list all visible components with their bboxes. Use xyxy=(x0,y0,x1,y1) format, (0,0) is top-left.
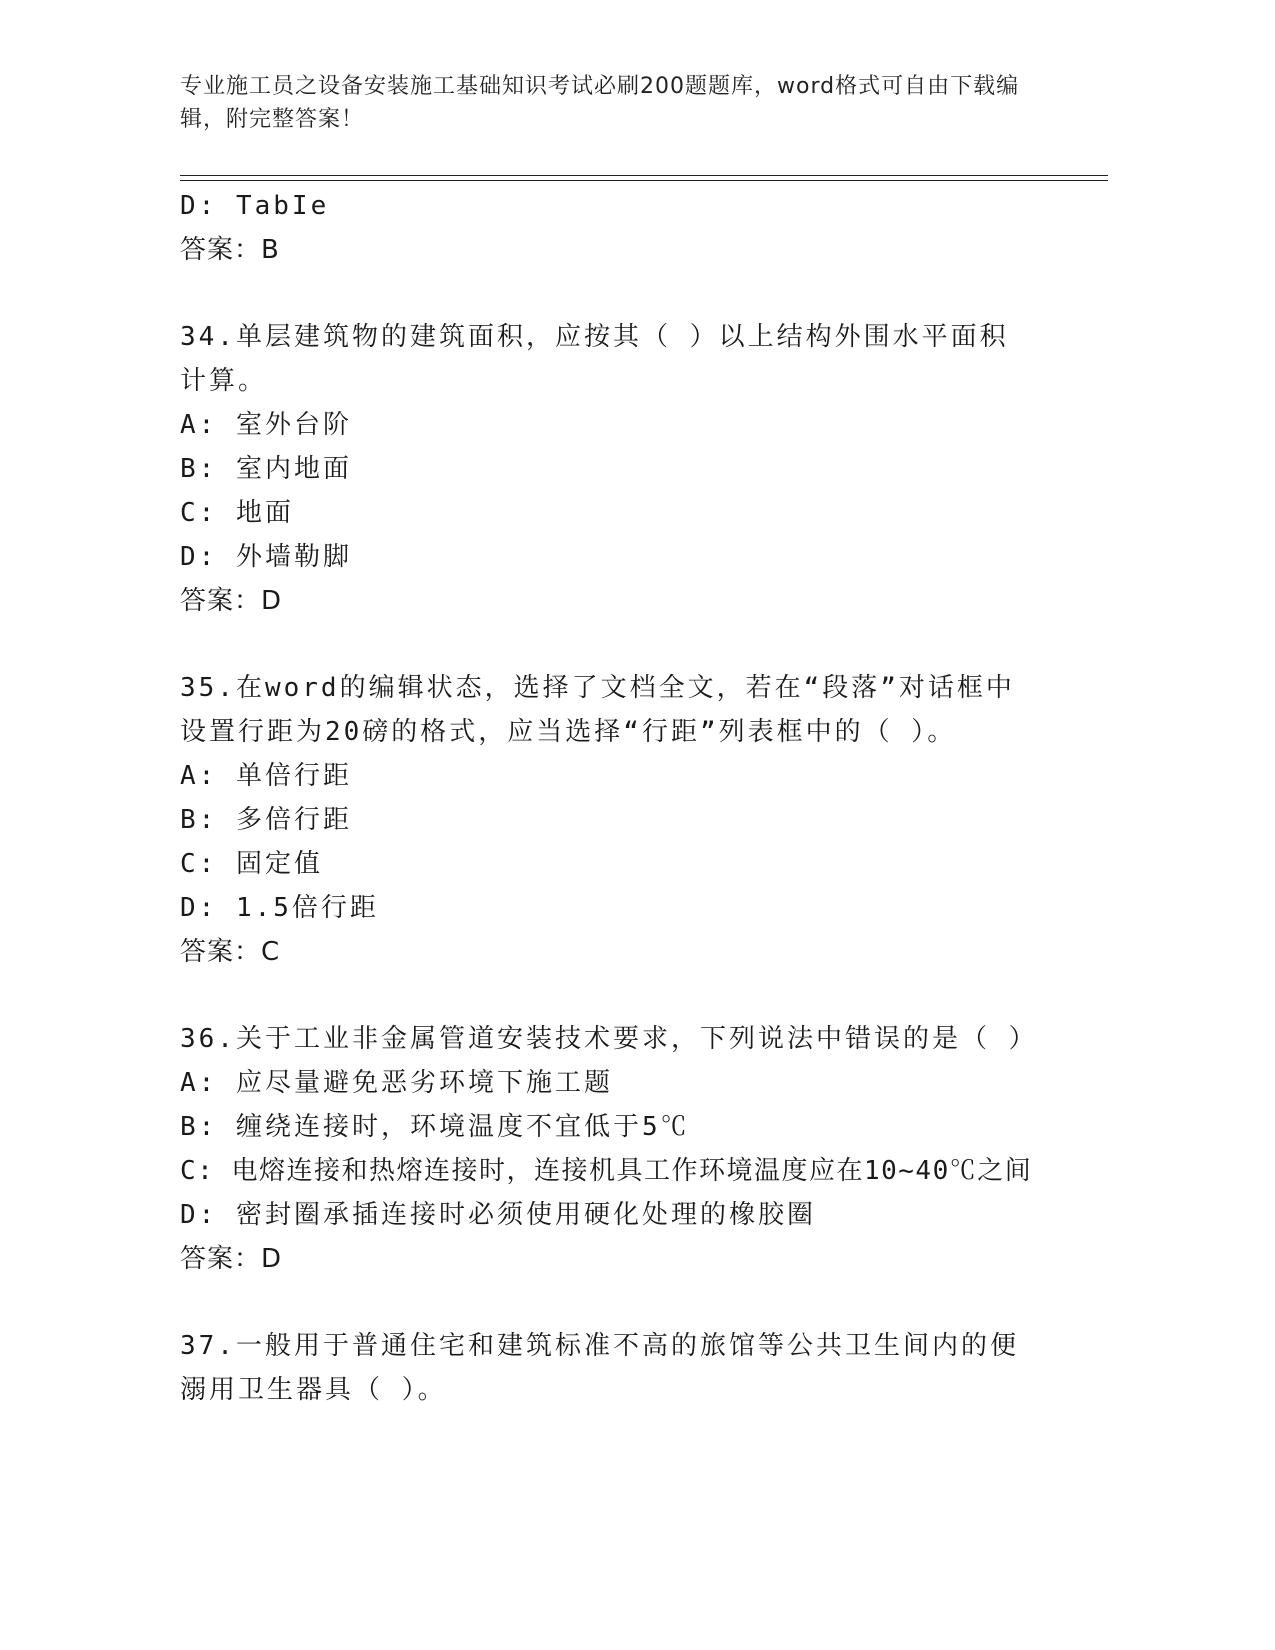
option-a: A: 单倍行距 xyxy=(180,761,352,791)
question-34-text: 34.单层建筑物的建筑面积，应按其（ ）以上结构外围水平面积计算。 xyxy=(180,322,1009,396)
answer-line: 答案：B xyxy=(180,235,280,265)
option-d: D: 外墙勒脚 xyxy=(180,542,352,572)
option-d: D: 密封圈承插连接时必须使用硬化处理的橡胶圈 xyxy=(180,1200,816,1230)
question-36-text: 36.关于工业非金属管道安装技术要求，下列说法中错误的是（ ） xyxy=(180,1024,1038,1054)
option-d: D: 1.5倍行距 xyxy=(180,893,379,923)
option-a: A: 应尽量避免恶劣环境下施工题 xyxy=(180,1068,613,1098)
answer-line: 答案：C xyxy=(180,937,281,967)
option-c: C: 电熔连接和热熔连接时，连接机具工作环境温度应在10~40℃之间 xyxy=(180,1156,1033,1186)
document-header: 专业施工员之设备安装施工基础知识考试必刷200题题库，word格式可自由下载编辑，附完整答案！ xyxy=(180,74,1020,132)
option-d: D: TabIe xyxy=(180,191,330,221)
option-b: B: 室内地面 xyxy=(180,454,352,484)
header-rule-top xyxy=(180,175,1108,176)
option-c: C: 固定值 xyxy=(180,849,323,879)
question-37-text: 37.一般用于普通住宅和建筑标准不高的旅馆等公共卫生间内的便溺用卫生器具（ ）。 xyxy=(180,1331,1019,1405)
option-b: B: 缠绕连接时，环境温度不宜低于5℃ xyxy=(180,1112,690,1142)
question-35-text: 35.在word的编辑状态，选择了文档全文，若在“段落”对话框中设置行距为20磅的格式，应当选择“行距”列表框中的（ ）。 xyxy=(180,673,1015,747)
document-body xyxy=(180,184,1050,1412)
option-b: B: 多倍行距 xyxy=(180,805,352,835)
option-a: A: 室外台阶 xyxy=(180,410,352,440)
option-c: C: 地面 xyxy=(180,498,294,528)
answer-line: 答案：D xyxy=(180,586,283,616)
answer-line: 答案：D xyxy=(180,1244,283,1274)
header-rule-bottom xyxy=(180,180,1108,181)
